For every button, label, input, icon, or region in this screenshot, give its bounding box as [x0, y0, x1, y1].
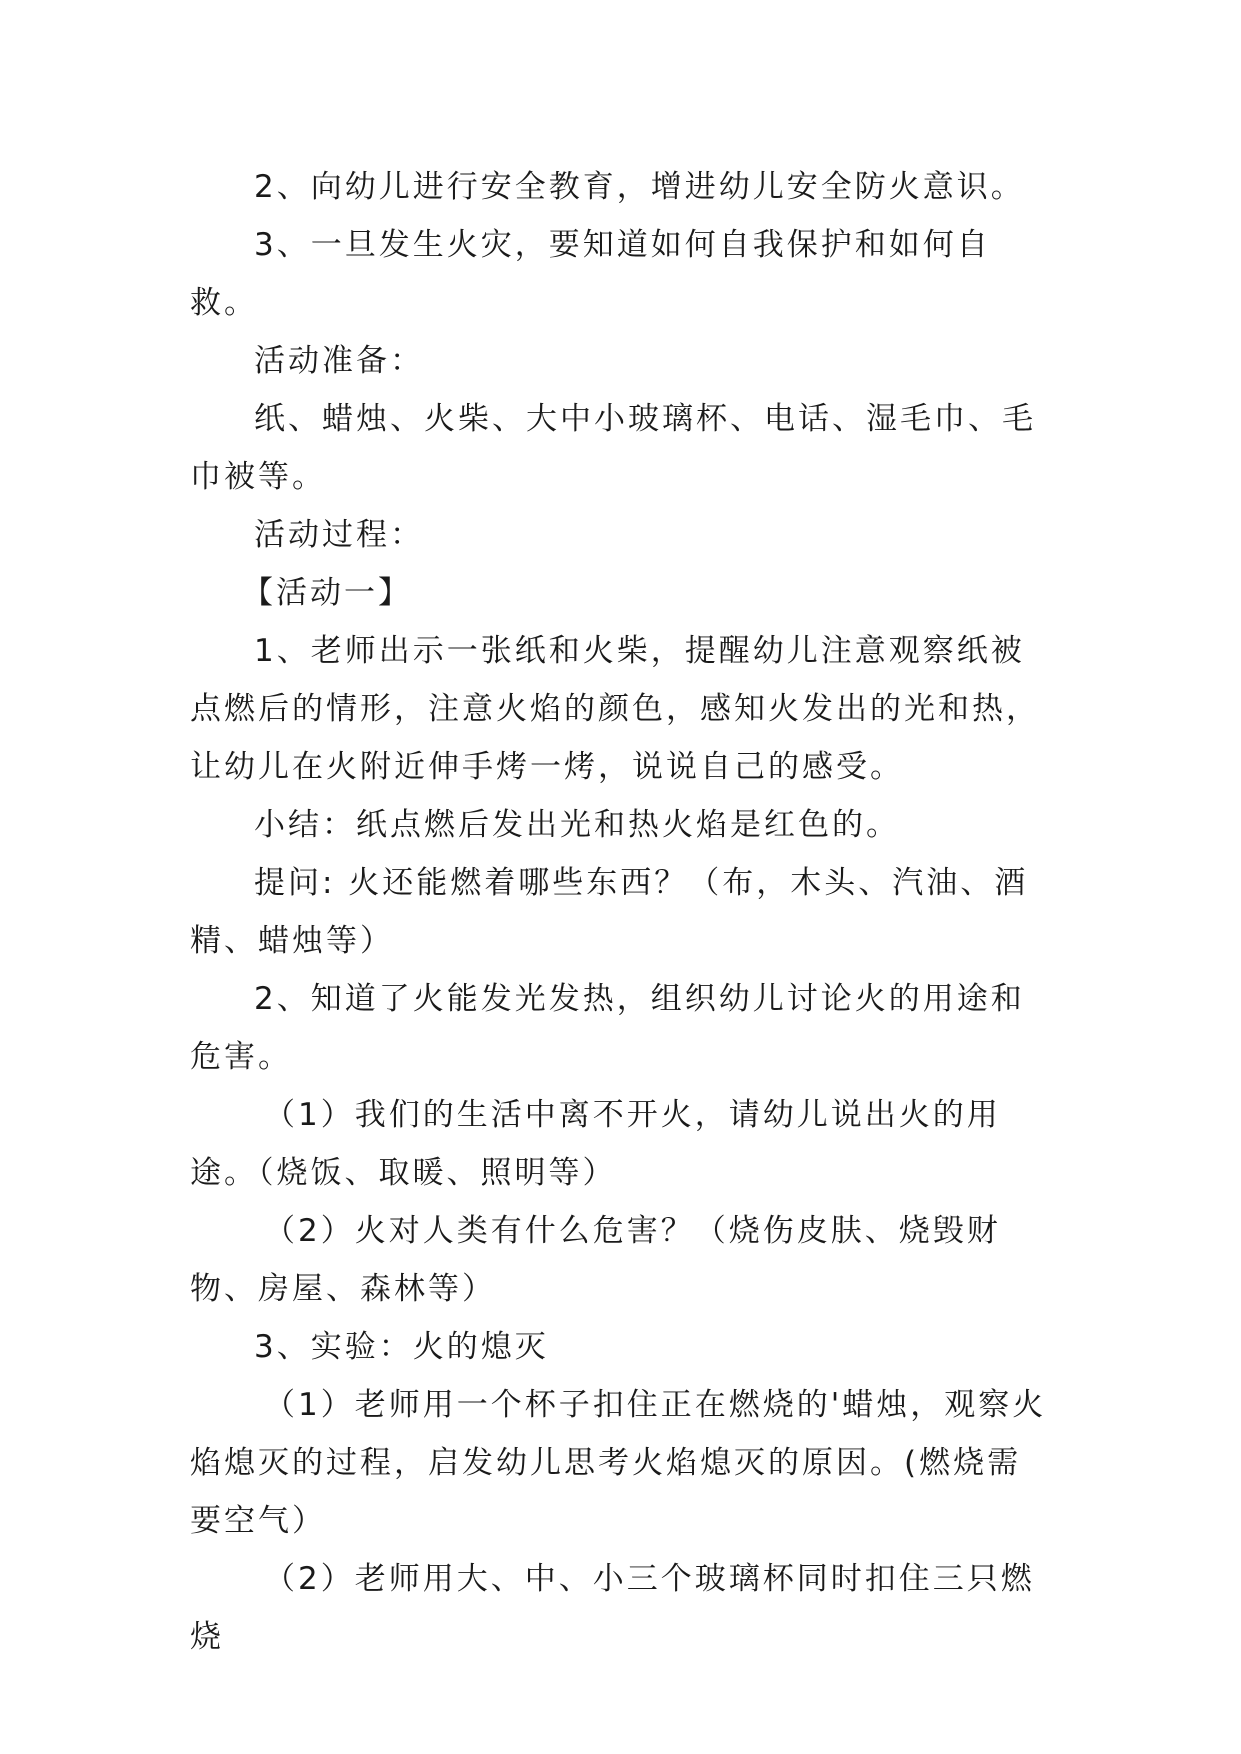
paragraph-goal-2: 2、向幼儿进行安全教育，增进幼儿安全防火意识。 [254, 169, 1025, 205]
paragraph-step-2-2: （2）火对人类有什么危害？（烧伤皮肤、烧毁财物、房屋、森林等） [190, 1213, 1001, 1307]
paragraph-goal-3: 3、一旦发生火灾，要知道如何自我保护和如何自救。 [190, 227, 991, 321]
paragraph-step-2-1: （1）我们的生活中离不开火，请幼儿说出火的用途。（烧饭、取暖、照明等） [190, 1097, 1001, 1191]
paragraph-step-3-1: （1）老师用一个杯子扣住正在燃烧的'蜡烛，观察火焰熄灭的过程，启发幼儿思考火焰熄灭的原因。(燃烧需要空气） [190, 1387, 1047, 1539]
heading-activity-process: 活动过程： [254, 517, 424, 553]
paragraph-question: 提问: 火还能燃着哪些东西？（布，木头、汽油、酒精、蜡烛等） [190, 865, 1029, 959]
paragraph-summary: 小结：纸点燃后发出光和热火焰是红色的。 [254, 807, 900, 843]
heading-activity-preparation: 活动准备： [254, 343, 424, 379]
paragraph-step-1: 1、老师出示一张纸和火柴，提醒幼儿注意观察纸被点燃后的情形，注意火焰的颜色，感知火发出的光和热，让幼儿在火附近伸手烤一烤，说说自己的感受。 [190, 633, 1040, 785]
paragraph-step-3-2: （2）老师用大、中、小三个玻璃杯同时扣住三只燃烧 [190, 1561, 1035, 1655]
paragraph-step-2: 2、知道了火能发光发热，组织幼儿讨论火的用途和危害。 [190, 981, 1025, 1075]
document-body [190, 158, 1052, 1666]
heading-activity-one: 【活动一】 [242, 575, 412, 611]
paragraph-materials: 纸、蜡烛、火柴、大中小玻璃杯、电话、湿毛巾、毛巾被等。 [190, 401, 1036, 495]
paragraph-step-3: 3、实验：火的熄灭 [254, 1329, 549, 1365]
